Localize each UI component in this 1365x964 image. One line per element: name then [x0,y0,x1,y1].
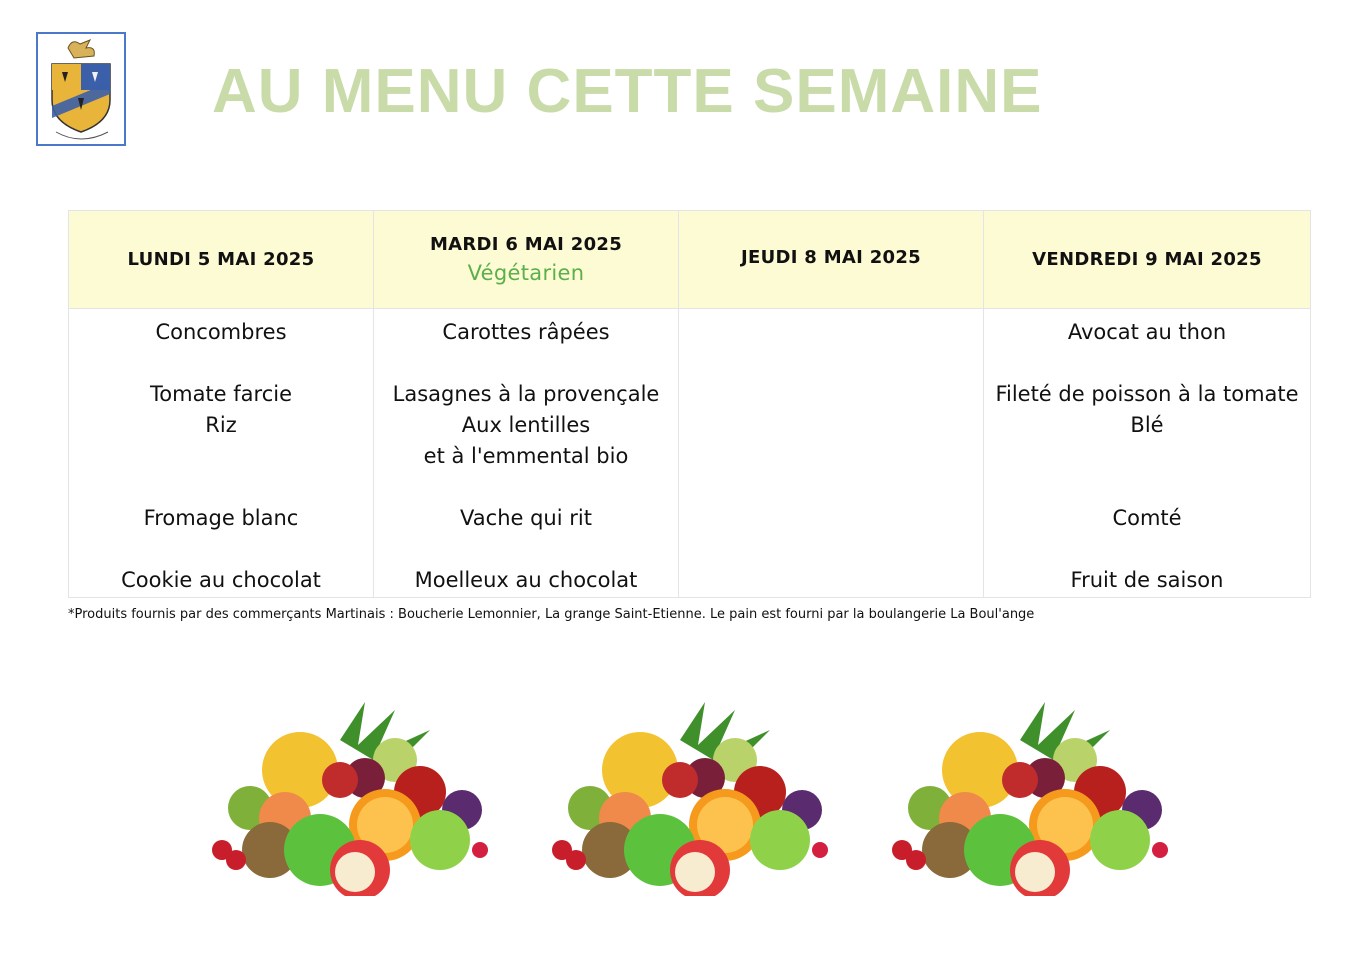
page-title: AU MENU CETTE SEMAINE [212,57,1043,126]
day-label: VENDREDI 9 MAI 2025 [1032,249,1262,270]
menu-body-row [69,309,1311,598]
menu-line: Carottes râpées [442,320,610,344]
coat-of-arms-logo [36,32,126,146]
day-header-thursday [679,211,984,309]
menu-line: Moelleux au chocolat [414,568,638,592]
vegetarian-tag: Végétarien [467,261,585,285]
menu-line: Tomate farcie [150,382,292,406]
supplier-footnote: *Produits fournis par des commerçants Martinais : Boucherie Lemonnier, La grange Saint-Etienne. Le pain est fourni par la boulangerie La Boul'ange [68,607,1035,622]
day-header-tuesday [374,211,679,309]
menu-cell-friday [984,309,1311,598]
fruit-pile-image [190,700,510,896]
menu-line [380,534,672,565]
menu-line: Fruit de saison [1070,568,1224,592]
menu-cell-monday [69,309,374,598]
menu-line [75,534,367,565]
menu-line [75,441,367,472]
day-label: JEUDI 8 MAI 2025 [740,247,921,268]
weekly-menu-table [68,210,1311,598]
menu-line [380,472,672,503]
menu-line: Fileté de poisson à la tomate [995,382,1299,406]
day-label: LUNDI 5 MAI 2025 [127,249,315,270]
menu-line [990,441,1304,472]
day-header-monday [69,211,374,309]
menu-line [380,348,672,379]
menu-cell-tuesday [374,309,679,598]
menu-line [75,472,367,503]
menu-line [990,534,1304,565]
menu-line: Concombres [155,320,287,344]
day-header-friday [984,211,1311,309]
day-label: MARDI 6 MAI 2025 [429,234,623,255]
menu-line: Cookie au chocolat [121,568,321,592]
menu-line [75,348,367,379]
menu-line [685,317,977,348]
menu-line: Lasagnes à la provençale [392,382,660,406]
menu-line: Avocat au thon [1067,320,1227,344]
menu-header-row [69,211,1311,309]
menu-line: Aux lentilles [461,413,591,437]
menu-line: Fromage blanc [143,506,299,530]
menu-line [990,348,1304,379]
menu-cell-thursday [679,309,984,598]
fruit-pile-image [870,700,1190,896]
menu-line: Vache qui rit [460,506,592,530]
menu-line [990,472,1304,503]
menu-line: Blé [1130,413,1164,437]
menu-line: Comté [1112,506,1182,530]
menu-line: Riz [205,413,237,437]
fruit-pile-image [530,700,850,896]
menu-line: et à l'emmental bio [423,444,629,468]
